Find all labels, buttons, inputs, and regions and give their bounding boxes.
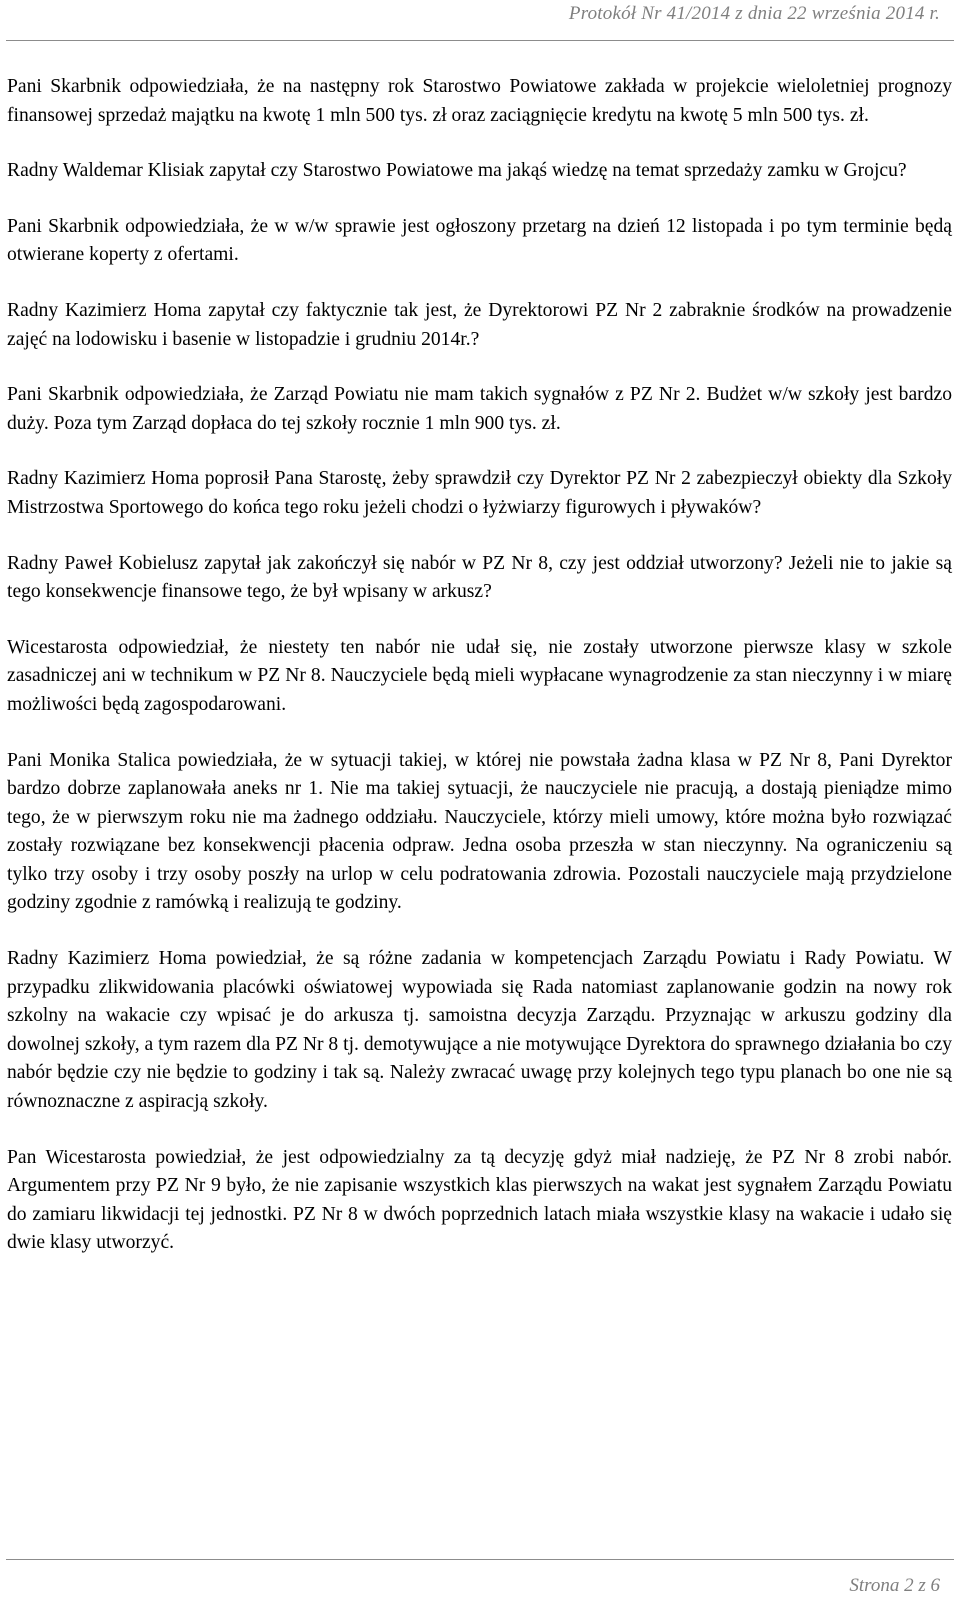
- paragraph: Radny Paweł Kobielusz zapytał jak zakończył się nabór w PZ Nr 8, czy jest oddział utworzony? Jeżeli nie to jakie są tego konsekwencje finansowe tego, że był wpisany w arkusz?: [7, 552, 952, 603]
- page-header-title: Protokół Nr 41/2014 z dnia 22 września 2014 r.: [568, 3, 940, 24]
- paragraph: Radny Kazimierz Homa zapytał czy faktycznie tak jest, że Dyrektorowi PZ Nr 2 zabraknie środków na prowadzenie zajęć na lodowisku i basenie w listopadzie i grudniu 2014r.?: [7, 299, 952, 350]
- paragraph: Pani Skarbnik odpowiedziała, że na następny rok Starostwo Powiatowe zakłada w projekcie wieloletniej prognozy finansowej sprzedaż majątku na kwotę 1 mln 500 tys. zł oraz zaciągnięcie kredytu na kwotę 5 mln 500 tys. zł.: [7, 76, 952, 126]
- page-number: Strona 2 z 6: [849, 1575, 940, 1596]
- paragraph: Pani Skarbnik odpowiedziała, że w w/w sprawie jest ogłoszony przetarg na dzień 12 listopada i po tym terminie będą otwierane koperty z ofertami.: [7, 215, 952, 266]
- paragraph: Wicestarosta odpowiedział, że niestety ten nabór nie udał się, nie zostały utworzone pierwsze klasy w szkole zasadniczej ani w technikum w PZ Nr 8. Nauczyciele będą mieli wypłacane wynagrodzenie za stan nieczynny i w miarę możliwości będą zagospodarowani.: [7, 636, 952, 715]
- paragraph: Pani Skarbnik odpowiedziała, że Zarząd Powiatu nie mam takich sygnałów z PZ Nr 2. Budżet w/w szkoły jest bardzo duży. Poza tym Zarząd dopłaca do tej szkoły rocznie 1 mln 900 tys. zł.: [7, 384, 952, 434]
- paragraph: Radny Kazimierz Homa poprosił Pana Starostę, żeby sprawdził czy Dyrektor PZ Nr 2 zabezpieczył obiekty dla Szkoły Mistrzostwa Sportowego do końca tego roku jeżeli chodzi o łyżwiarzy figurowych i pływaków?: [7, 468, 952, 518]
- paragraph: Radny Kazimierz Homa powiedział, że są różne zadania w kompetencjach Zarządu Powiatu i Rady Powiatu. W przypadku zlikwidowania placówki oświatowej wypowiada się Rada natomiast zaplanowanie godzin na nowy rok szkolny na wakacie czy wpisać je do arkusza tj. samoistna decyzja Zarządu. Przyznając w arkuszu godziny dla dowolnej szkoły, a tym razem dla PZ Nr 8 tj. demotywujące a nie motywujące Dyrektora do sprawnego działania bo czy nabór będzie czy nie będzie to godziny i tak są. Należy zwracać uwagę przy kolejnych tego typu planach bo one nie są równoznaczne z aspiracją szkoły.: [7, 948, 952, 1113]
- paragraph: Pan Wicestarosta powiedział, że jest odpowiedzialny za tą decyzję gdyż miał nadzieję, że PZ Nr 8 zrobi nabór. Argumentem przy PZ Nr 9 było, że nie zapisanie wszystkich klas pierwszych na wakat jest sygnałem Zarządu Powiatu do zamiaru likwidacji tej jednostki. PZ Nr 8 w dwóch poprzednich latach miała wszystkie klasy na wakacie i udało się dwie klasy utworzyć.: [7, 1146, 952, 1254]
- paragraph: Pani Monika Stalica powiedziała, że w sytuacji takiej, w której nie powstała żadna klasa w PZ Nr 8, Pani Dyrektor bardzo dobrze zaplanowała aneks nr 1. Nie ma takiej sytuacji, że nauczyciele nie pracują, a dostają pieniądze mimo tego, że w pierwszym roku nie ma żadnego oddziału. Nauczyciele, którzy mieli umowy, które można było rozwiązać zostały rozwiązane bez konsekwencji płacenia odpraw. Jedna osoba przeszła w stan nieczynny. Na ograniczeniu są tylko trzy osoby i trzy osoby poszły na urlop w celu podratowania zdrowia. Pozostali nauczyciele mają przydzielone godziny zgodnie z ramówką i realizują te godziny.: [7, 749, 952, 914]
- header-divider: [6, 40, 954, 41]
- footer-divider: [6, 1559, 954, 1560]
- document-body: [7, 73, 952, 1285]
- paragraph: Radny Waldemar Klisiak zapytał czy Starostwo Powiatowe ma jakąś wiedzę na temat sprzedaży zamku w Grojcu?: [7, 160, 907, 182]
